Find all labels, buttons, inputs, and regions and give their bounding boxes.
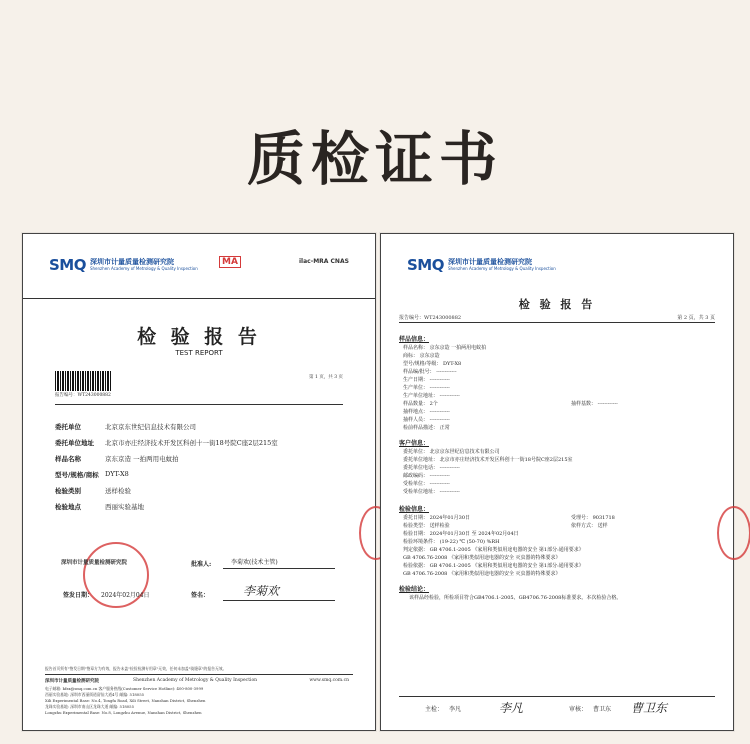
issue-date: 2024年02月04日	[101, 592, 150, 599]
approver-name: 李菊欢(技术主管)	[231, 559, 278, 566]
sample-row: 生产单位： ------------	[403, 385, 450, 391]
cma-mark-icon: MA	[219, 256, 241, 268]
footer-note: 报告首页须有"签发日期"签章方为有效，报告未盖"检验检测专用章"无效，任何未加盖"骑缝章"的报告无效。	[45, 666, 227, 671]
test-row: 判定依据： GB 4706.1-2005 《家用和类似用途电器的安全 第1部分:通用要求》	[403, 547, 584, 553]
test-row: 检验日期： 2024年01月30日 至 2024年02月04日	[403, 531, 519, 537]
footer-line: Xili Experimental Base: No.4, Tongfa Road, Xili Street, Nanshan District, Shenzhen	[45, 698, 206, 703]
footer-line: 电子邮箱: kfzx@smq.com.cn 客户服务热线(Customer Service Hotline): 400-800-3999	[45, 686, 204, 691]
reviewer-signature: 曹卫东	[631, 701, 668, 715]
client-row: 受检单位： ------------	[403, 481, 450, 487]
field-sample-name: 样品名称 京东京造 一拍两用电蚊拍	[55, 455, 179, 463]
footer-line: 西丽实验基地: 深圳市西丽街道留仙大道4号 邮编: 518055	[45, 692, 145, 697]
client-row: 委托单位电话： ------------	[403, 465, 460, 471]
test-report-cover	[22, 233, 376, 731]
footer-line: Longzhu Experimental Base: No.8, Longzhu Avenue, Nanshan District, Shenzhen	[45, 710, 202, 715]
barcode	[55, 371, 111, 391]
smq-logo: SMQ	[49, 256, 86, 274]
page-number: 第 1 页，共 3 页	[309, 375, 343, 380]
sampling-method: 依样方式： 送样	[571, 523, 608, 529]
test-row: 检验依据： GB 4706.1-2005 《家用和类似用途电器的安全 第1部分:通用要求》	[403, 563, 584, 569]
institute-name: 深圳市计量质量检测研究院	[447, 258, 532, 266]
sample-row: 生产日期： ------------	[403, 377, 450, 383]
sample-row: 检前样品描述： 正常	[403, 425, 450, 431]
sample-row: 样品数量： 2个	[403, 401, 438, 407]
client-row: 受检单位地址： ------------	[403, 489, 460, 495]
sample-row: 生产单位地址： ------------	[403, 393, 460, 399]
seal-institute-name: 深圳市计量质量检测研究院	[61, 560, 128, 566]
inspector-name: 李凡	[449, 706, 462, 713]
report-number: 报告编号：WT243000882	[399, 315, 462, 321]
page-number: 第 2 页，共 3 页	[677, 315, 715, 321]
footer-institute-en: Shenzhen Academy of Metrology & Quality Inspection	[133, 678, 258, 683]
test-row: 检验类型： 送样检验	[403, 523, 450, 529]
seam-seal	[717, 506, 750, 560]
report-title-en: TEST REPORT	[175, 349, 223, 357]
sample-row: 型号/规格/等级： DYT-X8	[403, 361, 462, 367]
institute-logo	[49, 256, 198, 274]
test-row: 委托日期： 2024年01月30日	[403, 515, 471, 521]
test-report-detail	[380, 233, 734, 731]
test-row: 检验环境条件： (19-22) ℃ (50-70) %RH	[403, 539, 500, 545]
client-section-heading: 客户信息：	[399, 440, 430, 447]
sample-row: 商标： 京东京造	[403, 353, 440, 359]
institute-name: 深圳市计量质量检测研究院	[89, 258, 174, 266]
institute-name-en: Shenzhen Academy of Metrology & Quality Inspection	[89, 266, 198, 271]
field-test-location: 检验地点 西丽实验基地	[55, 503, 144, 511]
test-section-heading: 检验信息：	[399, 506, 430, 513]
inspector-signature: 李凡	[499, 701, 524, 715]
client-row: 委托单位地址： 北京市亦庄经济技术开发区科创十一街18号院C座2层215室	[403, 457, 573, 463]
sign-label: 签名：	[191, 592, 210, 599]
smq-logo: SMQ	[407, 256, 444, 274]
client-row: 委托单位： 北京京东世纪信息技术有限公司	[403, 449, 500, 455]
approver-signature: 李菊欢	[243, 584, 280, 598]
footer-website: www.smq.com.cn	[309, 678, 349, 683]
field-client: 委托单位 北京京东世纪信息技术有限公司	[55, 423, 196, 431]
receipt-number: 受理号： 9031718	[571, 515, 615, 521]
test-row: GB 4706.76-2008 《家用和类似用途电器的安全 灭虫器的特殊要求》	[403, 571, 561, 577]
institute-name-en: Shenzhen Academy of Metrology & Quality Inspection	[447, 266, 556, 271]
footer-line: 龙珠实验基地: 深圳市南山区龙珠大道 邮编: 518055	[45, 704, 135, 709]
sample-base-count: 抽样基数： ------------	[571, 401, 618, 407]
client-row: 邮政编码： ------------	[403, 473, 450, 479]
footer-institute: 深圳市计量质量检测研究院	[45, 679, 99, 684]
report-number: 报告编号：WT243000882	[55, 393, 111, 398]
field-client-address: 委托单位地址 北京市亦庄经济技术开发区科创十一街18号院C座2层215室	[55, 439, 278, 447]
sample-row: 样品名称： 京东京造 一拍两用电蚊拍	[403, 345, 487, 351]
conclusion-heading: 检验结论：	[399, 586, 430, 593]
institute-logo	[407, 256, 556, 274]
report-title: 检 验 报 告	[518, 298, 596, 311]
approver-label: 批准人:	[191, 561, 212, 568]
cnas-mark-icon: ilac-MRA CNAS	[299, 258, 349, 265]
issue-label: 签发日期：	[63, 592, 94, 599]
report-title: 检 验 报 告	[137, 326, 261, 348]
reviewer-label: 审核：	[569, 706, 588, 713]
sample-section-heading: 样品信息：	[399, 336, 430, 343]
inspector-label: 主检：	[425, 706, 444, 713]
sample-row: 抽样地点： ------------	[403, 409, 450, 415]
test-row: GB 4706.76-2008 《家用和类似用途电器的安全 灭虫器的特殊要求》	[403, 555, 561, 561]
sample-row: 样品编/批号： ------------	[403, 369, 457, 375]
reviewer-name: 曹卫东	[593, 706, 612, 713]
sample-row: 抽样人员： ------------	[403, 417, 450, 423]
conclusion-text: 该样品经检验，所检项目符合GB4706.1-2005、GB4706.76-2008标准要求。本次检验合格。	[409, 595, 622, 601]
field-model: 型号/规格/商标 DYT-X8	[55, 470, 129, 479]
field-test-type: 检验类别 送样检验	[55, 487, 131, 495]
page-title: 质检证书	[246, 125, 503, 193]
